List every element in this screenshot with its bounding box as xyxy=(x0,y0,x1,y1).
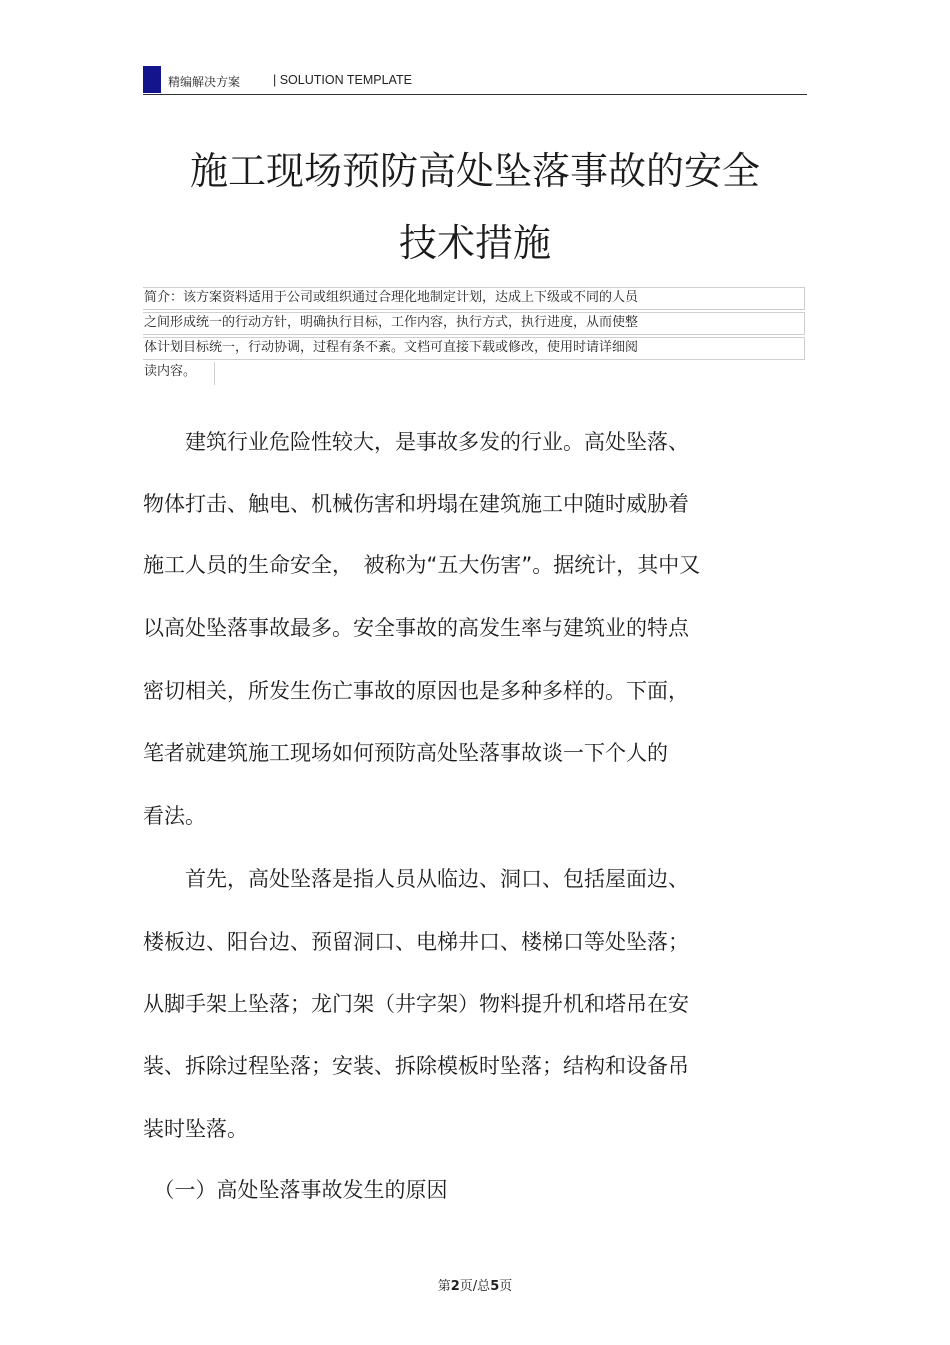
header-brand: 精编解决方案 xyxy=(168,75,241,89)
summary-line: 之间形成统一的行动方针，明确执行目标，工作内容，执行方式，执行进度，从而使整 xyxy=(143,312,805,335)
body-line: 从脚手架上坠落；龙门架（井字架）物料提升机和塔吊在安 xyxy=(143,992,689,1016)
footer-prefix: 第 xyxy=(437,1279,451,1294)
document-title-line-1: 施工现场预防高处坠落事故的安全 xyxy=(189,149,760,193)
body-line: 看法。 xyxy=(143,804,206,828)
body-line: 装时坠落。 xyxy=(143,1117,248,1141)
body-line: 建筑行业危险性较大，是事故多发的行业。高处坠落、 xyxy=(143,430,689,454)
section-heading: （一）高处坠落事故发生的原因 xyxy=(143,1178,448,1202)
body-line: 以高处坠落事故最多。安全事故的高发生率与建筑业的特点 xyxy=(143,616,689,640)
document-title-line-2: 技术措施 xyxy=(398,221,551,265)
body-line: 密切相关，所发生伤亡事故的原因也是多种多样的。下面， xyxy=(143,679,689,703)
brand-logo-icon xyxy=(143,66,161,93)
body-line: 物体打击、触电、机械伤害和坍塌在建筑施工中随时威胁着 xyxy=(143,492,689,516)
summary-line: 体计划目标统一，行动协调，过程有条不紊。文档可直接下载或修改，使用时请详细阅 xyxy=(143,337,805,360)
footer-current-page: 2 xyxy=(450,1279,460,1294)
footer-total-pages: 5 xyxy=(490,1279,500,1294)
summary-line: 读内容。 xyxy=(143,362,215,385)
summary-line: 简介：该方案资料适用于公司或组织通过合理化地制定计划，达成上下级或不同的人员 xyxy=(143,287,805,310)
body-line: 楼板边、阳台边、预留洞口、电梯井口、楼梯口等处坠落； xyxy=(143,930,689,954)
page-footer xyxy=(0,1275,950,1294)
footer-middle: 页/总 xyxy=(459,1279,491,1294)
header-subtitle: | SOLUTION TEMPLATE xyxy=(273,73,412,87)
body-line: 笔者就建筑施工现场如何预防高处坠落事故谈一下个人的 xyxy=(143,741,668,765)
page-header xyxy=(143,66,807,95)
footer-suffix: 页 xyxy=(499,1279,513,1294)
body-line: 首先，高处坠落是指人员从临边、洞口、包括屋面边、 xyxy=(143,867,689,891)
body-line: 装、拆除过程坠落；安装、拆除模板时坠落；结构和设备吊 xyxy=(143,1054,689,1078)
body-line: 施工人员的生命安全， 被称为“五大伤害”。据统计，其中又 xyxy=(143,553,701,577)
